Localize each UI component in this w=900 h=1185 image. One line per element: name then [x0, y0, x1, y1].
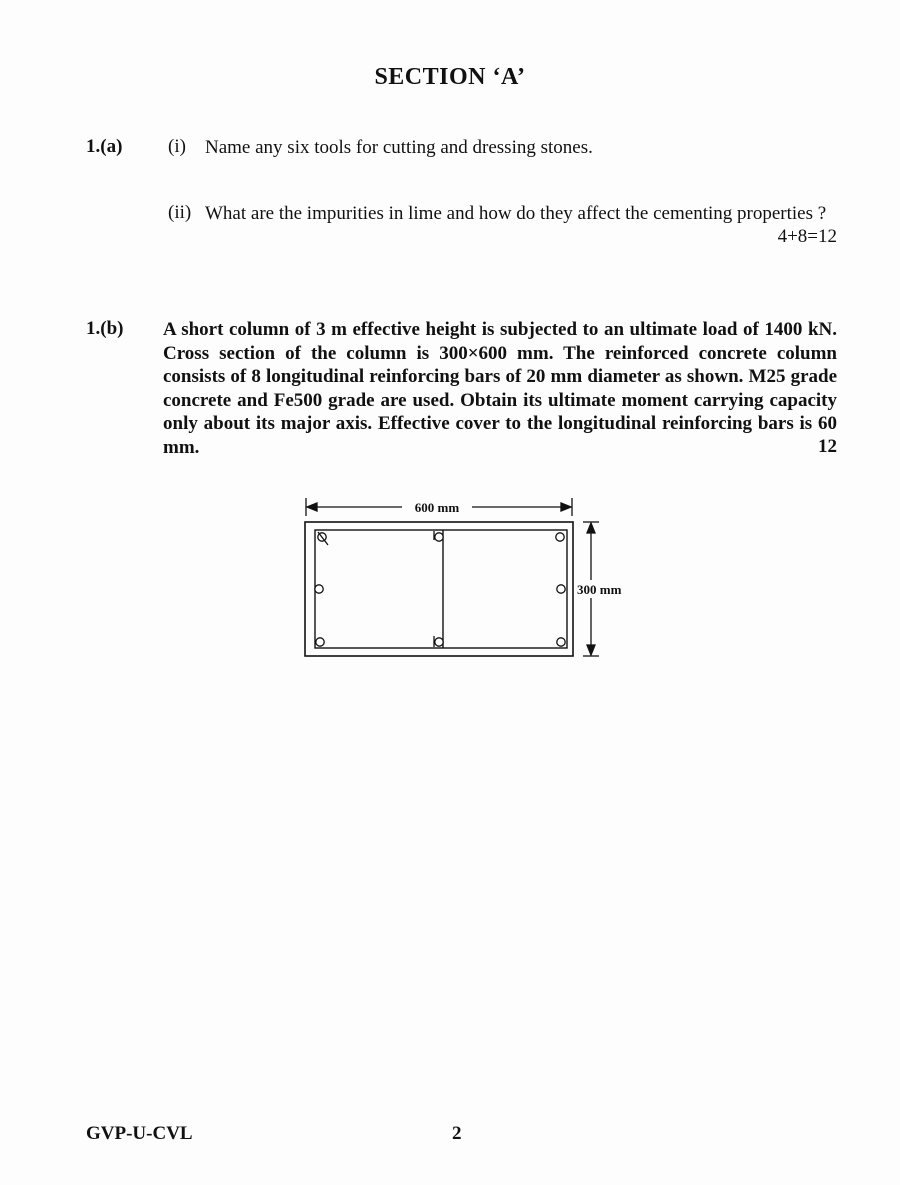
- reinforcing-bars: [315, 533, 565, 646]
- q1a-part-ii-label: (ii): [168, 202, 192, 223]
- column-cross-section-figure: [290, 490, 630, 670]
- question-1b-label: 1.(b): [86, 318, 124, 339]
- bar-top-right: [556, 533, 564, 541]
- stirrup-outline: [315, 530, 567, 648]
- q1a-part-i-text: Name any six tools for cutting and dressing stones.: [205, 137, 593, 158]
- bar-mid-left: [315, 585, 323, 593]
- q1a-part-ii-text: [205, 202, 837, 226]
- width-dim-arrow-left: [307, 503, 317, 511]
- question-1a-label: 1.(a): [86, 136, 123, 157]
- bar-mid-right: [557, 585, 565, 593]
- bar-top-middle: [435, 533, 443, 541]
- section-title: SECTION ‘A’: [374, 64, 526, 90]
- bar-bottom-left: [316, 638, 324, 646]
- height-label: 300 mm: [577, 582, 622, 597]
- paper-code: GVP-U-CVL: [86, 1123, 193, 1144]
- height-dim-arrow-top: [587, 523, 595, 533]
- q1b-text: A short column of 3 m effective height is subjected to an ultimate load of 1400 kN. Cross section of the column is 300×600 mm. The reinforced concrete column consists of 8 longitudinal reinforcing bars of 20 mm diameter as shown. M25 grade concrete and Fe500 grade are used. Obtain its ultimate moment carrying capacity only about its major axis. Effective cover to the longitudinal reinforcing bars is 60 mm.: [163, 319, 837, 458]
- height-dim-arrow-bottom: [587, 645, 595, 655]
- width-label: 600 mm: [414, 500, 460, 515]
- concrete-outline: [305, 522, 573, 656]
- bar-bottom-middle: [435, 638, 443, 646]
- page-number: 2: [452, 1123, 462, 1144]
- q1a-part-ii-body: What are the impurities in lime and how do they affect the cementing properties ?: [205, 203, 827, 224]
- q1b-marks: 12: [818, 436, 837, 457]
- width-dim-arrow-right: [561, 503, 571, 511]
- q1a-part-i-label: (i): [168, 136, 186, 157]
- q1a-marks: 4+8=12: [777, 226, 837, 247]
- bar-bottom-right: [557, 638, 565, 646]
- stirrup-hooks: [318, 531, 434, 647]
